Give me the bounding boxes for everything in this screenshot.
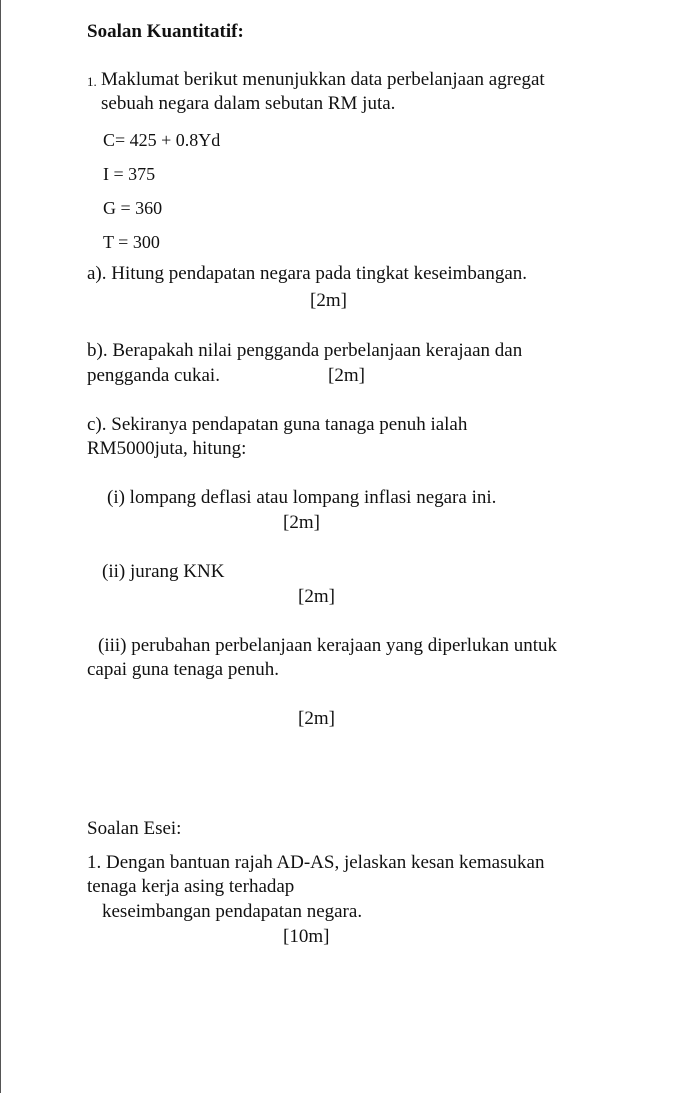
part-b-line-2: pengganda cukai. xyxy=(87,365,220,386)
part-a-text: a). Hitung pendapatan negara pada tingkat keseimbangan. xyxy=(87,263,527,284)
essay-section-title: Soalan Esei: xyxy=(87,818,182,839)
question-intro-line-2: sebuah negara dalam sebutan RM juta. xyxy=(101,93,396,114)
essay-question-line-1: 1. Dengan bantuan rajah AD-AS, jelaskan kesan kemasukan xyxy=(87,852,545,873)
part-c-i-text: (i) lompang deflasi atau lompang inflasi negara ini. xyxy=(107,487,497,508)
part-c-iii-line-2: capai guna tenaga penuh. xyxy=(87,659,280,680)
part-b-marks: [2m] xyxy=(328,365,365,386)
part-c-line-1: c). Sekiranya pendapatan guna tanaga penuh ialah xyxy=(87,414,468,435)
equation-tax: T = 300 xyxy=(103,232,160,252)
part-c-line-2: RM5000juta, hitung: xyxy=(87,438,247,459)
equation-consumption: C= 425 + 0.8Yd xyxy=(103,130,221,150)
question-number: 1. xyxy=(87,74,97,89)
part-a-marks: [2m] xyxy=(310,290,347,311)
essay-question-line-2: tenaga kerja asing terhadap xyxy=(87,876,295,897)
question-intro-line-1: Maklumat berikut menunjukkan data perbelanjaan agregat xyxy=(101,69,545,90)
part-c-iii-marks: [2m] xyxy=(298,708,335,729)
part-c-ii-text: (ii) jurang KNK xyxy=(102,561,225,582)
part-c-iii-line-1: (iii) perubahan perbelanjaan kerajaan yang diperlukan untuk xyxy=(98,635,557,656)
part-c-i-marks: [2m] xyxy=(283,512,320,533)
part-c-ii-marks: [2m] xyxy=(298,586,335,607)
essay-question-marks: [10m] xyxy=(283,926,330,947)
part-b-line-1: b). Berapakah nilai pengganda perbelanjaan kerajaan dan xyxy=(87,340,523,361)
equation-investment: I = 375 xyxy=(103,164,156,184)
quantitative-section-title: Soalan Kuantitatif: xyxy=(87,21,244,42)
essay-question-line-3: keseimbangan pendapatan negara. xyxy=(102,901,363,922)
equation-government: G = 360 xyxy=(103,198,163,218)
